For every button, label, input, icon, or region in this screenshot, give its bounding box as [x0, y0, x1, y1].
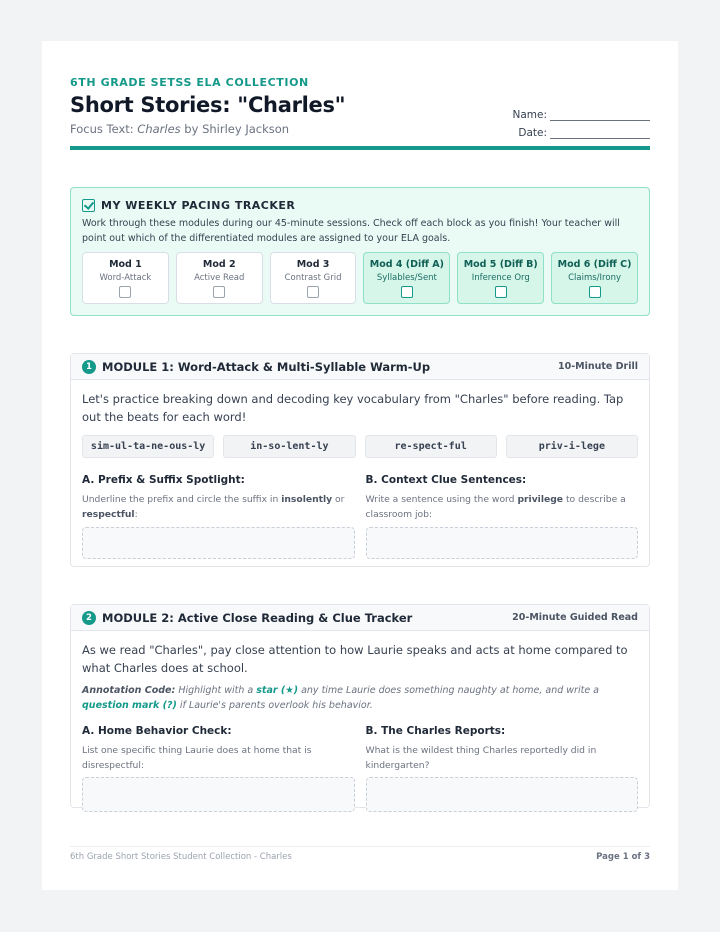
- answer-box[interactable]: [82, 777, 355, 812]
- page-title: Short Stories: "Charles": [70, 93, 346, 117]
- tracker-module-5: [457, 252, 544, 304]
- module-title: MODULE 1: Word-Attack & Multi-Syllable Warm-Up: [102, 359, 431, 374]
- star-icon: star (★): [256, 685, 299, 696]
- page-number: Page 1 of 3: [596, 852, 650, 862]
- question-mark-icon: question mark (?): [82, 700, 177, 711]
- vocab-chip: re-spect-ful: [365, 435, 497, 458]
- module-name: Mod 1: [109, 259, 142, 270]
- module-sub: Syllables/Sent: [376, 273, 437, 283]
- tracker-description: Work through these modules during our 45-minute sessions. Check off each block as you finish! Your teacher will point out which of the differentiated modules are assigned to your ELA goals.: [82, 218, 620, 244]
- module-sub: Active Read: [194, 273, 245, 283]
- module-title: MODULE 2: Active Close Reading & Clue Tracker: [102, 610, 413, 625]
- module-duration-tag: 20-Minute Guided Read: [512, 612, 638, 623]
- module-2-card: [70, 604, 650, 808]
- tracker-module-3: [270, 252, 357, 304]
- section-prompt: Write a sentence using the word privilege to describe a classroom job:: [365, 494, 626, 520]
- tracker-module-2: [176, 252, 263, 304]
- section-title: B. The Charles Reports:: [365, 725, 506, 737]
- module-intro: As we read "Charles", pay close attention to how Laurie speaks and acts at home compared to what Charles does at school.: [82, 643, 628, 675]
- vocab-chip: sim-ul-ta-ne-ous-ly: [82, 435, 214, 458]
- module-checkbox[interactable]: [119, 286, 131, 298]
- section-prompt: What is the wildest thing Charles reportedly did in kindergarten?: [365, 745, 597, 771]
- date-line[interactable]: [550, 128, 650, 139]
- date-label: Date:: [518, 127, 547, 139]
- focus-title: Charles: [137, 122, 181, 136]
- module-sub: Claims/Irony: [568, 273, 621, 283]
- section-title: A. Prefix & Suffix Spotlight:: [82, 474, 245, 486]
- vocab-chip: in-so-lent-ly: [223, 435, 355, 458]
- vocab-chip: priv-i-lege: [506, 435, 638, 458]
- module-1-card: [70, 353, 650, 567]
- module-number-badge: 1: [82, 360, 96, 374]
- module-checkbox[interactable]: [495, 286, 507, 298]
- answer-box[interactable]: [366, 777, 639, 812]
- module-sub: Word-Attack: [99, 273, 152, 283]
- module-name: Mod 6 (Diff C): [557, 259, 632, 270]
- answer-box[interactable]: [82, 527, 355, 559]
- answer-box[interactable]: [366, 527, 639, 559]
- focus-author: by Shirley Jackson: [180, 122, 290, 136]
- section-prompt: Underline the prefix and circle the suffix in insolently or respectful:: [82, 494, 345, 520]
- module-checkbox[interactable]: [213, 286, 225, 298]
- module-sub: Contrast Grid: [284, 273, 342, 283]
- tracker-module-4: [363, 252, 450, 304]
- module-name: Mod 4 (Diff A): [369, 259, 444, 270]
- collection-eyebrow: 6TH GRADE SETSS ELA COLLECTION: [70, 76, 309, 89]
- module-duration-tag: 10-Minute Drill: [557, 361, 638, 372]
- name-line[interactable]: [550, 110, 650, 121]
- module-checkbox[interactable]: [401, 286, 413, 298]
- module-name: Mod 3: [296, 259, 330, 270]
- header-rule: [70, 146, 650, 150]
- tracker-module-6: [551, 252, 638, 304]
- module-name: Mod 2: [202, 259, 236, 270]
- section-title: B. Context Clue Sentences:: [365, 474, 527, 486]
- module-intro: Let's practice breaking down and decoding key vocabulary from "Charles" before reading. Tap out the beats for each word!: [82, 392, 624, 424]
- worksheet-page: [42, 41, 678, 890]
- focus-prefix: Focus Text:: [70, 122, 138, 136]
- focus-text: [70, 122, 289, 136]
- section-title: A. Home Behavior Check:: [82, 725, 232, 737]
- prefix-suffix-section: [82, 474, 355, 559]
- module-checkbox[interactable]: [589, 286, 601, 298]
- module-number-badge: 2: [82, 611, 96, 625]
- checkbox-checked-icon: [82, 199, 95, 212]
- page-footer: [70, 846, 650, 862]
- module-sub: Inference Org: [471, 273, 530, 283]
- charles-reports-section: [366, 725, 639, 812]
- tracker-module-1: [82, 252, 169, 304]
- context-clue-section: [366, 474, 639, 559]
- annotation-code: Annotation Code: Highlight with a star (★) any time Laurie does something naughty at home, and write a question mark (?) if Laurie's parents overlook his behavior.: [82, 685, 600, 711]
- section-prompt: List one specific thing Laurie does at home that is disrespectful:: [82, 745, 312, 771]
- module-name: Mod 5 (Diff B): [463, 259, 538, 270]
- home-behavior-section: [82, 725, 355, 812]
- tracker-title: MY WEEKLY PACING TRACKER: [101, 199, 296, 212]
- name-date-fields: [512, 103, 650, 139]
- name-label: Name:: [512, 109, 547, 121]
- pacing-tracker: [70, 187, 650, 316]
- module-checkbox[interactable]: [307, 286, 319, 298]
- footer-collection: 6th Grade Short Stories Student Collection - Charles: [70, 852, 292, 862]
